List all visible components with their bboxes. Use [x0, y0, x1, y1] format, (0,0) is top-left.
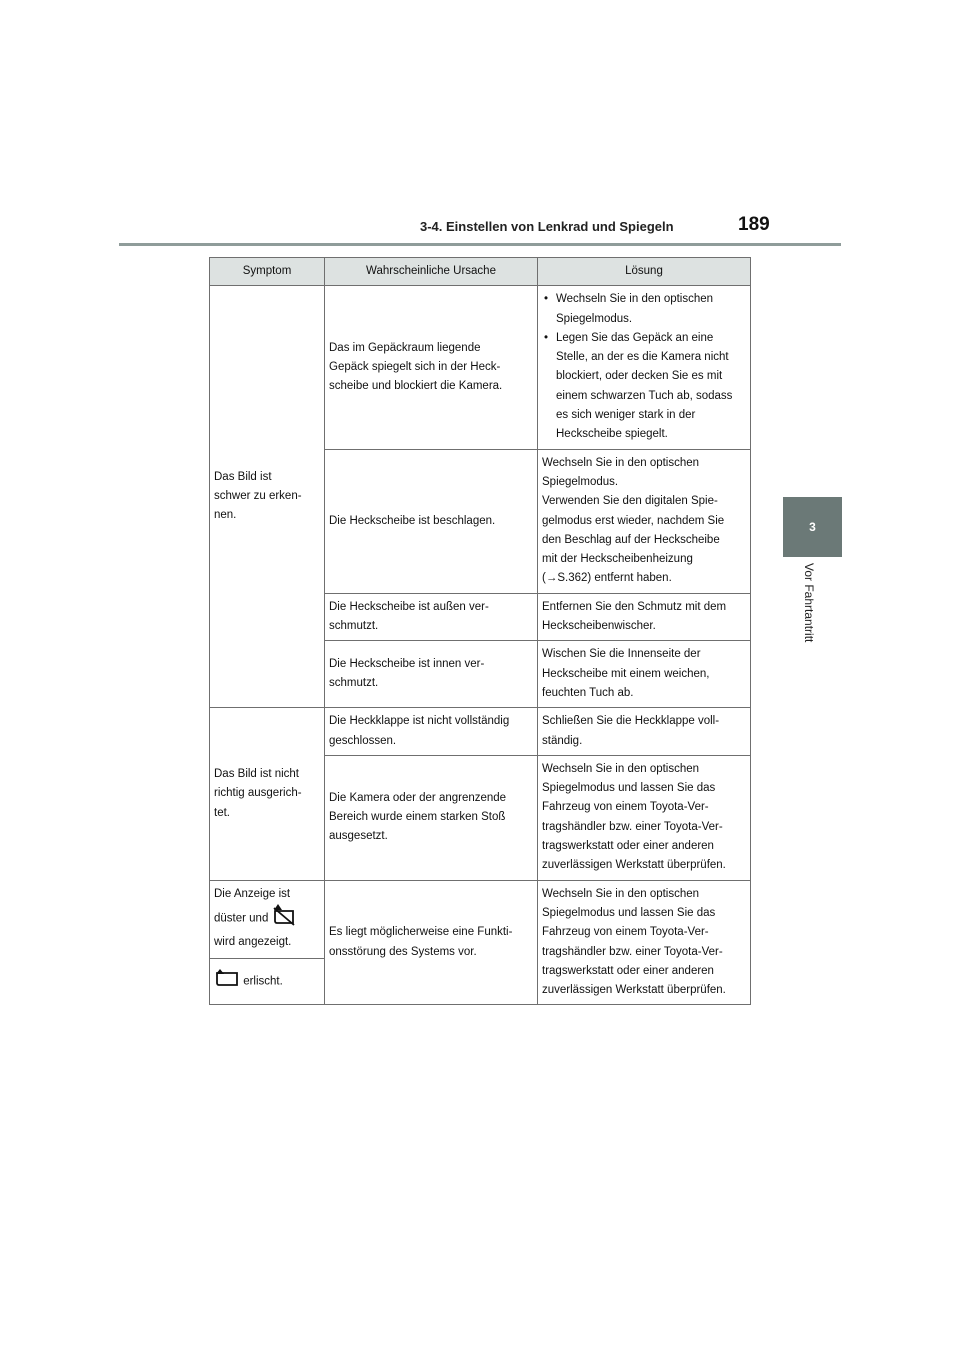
solution-line: tragshändler bzw. einer Toyota-Ver- [542, 945, 723, 958]
table-row [210, 708, 751, 756]
chapter-title: Vor Fahrtantritt [802, 563, 816, 643]
solution-bullet-list [542, 290, 746, 444]
solution-cell [538, 641, 751, 708]
solution-line: Spiegelmodus. [542, 475, 619, 488]
symptom-line: wird angezeigt. [214, 936, 292, 949]
symptom-line: Das Bild ist [214, 470, 272, 483]
section-title: 3-4. Einstellen von Lenkrad und Spiegeln [420, 219, 674, 234]
cause-line: Die Heckscheibe ist außen ver- [329, 600, 489, 613]
cause-line: Die Kamera oder der angrenzende [329, 791, 507, 804]
cause-cell [325, 641, 538, 708]
cause-line: geschlossen. [329, 734, 397, 747]
cause-line: Die Heckklappe ist nicht vollständig [329, 715, 510, 728]
solution-line: Spiegelmodus und lassen Sie das [542, 782, 716, 795]
symptom-cell [210, 880, 325, 959]
solution-bullet: • Legen Sie das Gepäck an eine Stelle, an der es die Kamera nicht blockiert, oder decken Sie es mit einem schwarzen Tuch ab, sodass es sich weniger stark in der Heckscheibe spiegelt. [542, 329, 746, 445]
solution-line: Schließen Sie die Heckklappe voll- [542, 715, 720, 728]
cause-cell [325, 708, 538, 756]
symptom-line: nen. [214, 509, 237, 522]
solution-line: Entfernen Sie den Schmutz mit dem [542, 600, 727, 613]
solution-line: Fahrzeug von einem Toyota-Ver- [542, 926, 709, 939]
symptom-line: richtig ausgerich- [214, 787, 302, 800]
solution-line: feuchten Tuch ab. [542, 686, 634, 699]
symptom-cell [210, 286, 325, 708]
solution-cell [538, 593, 751, 641]
cause-line: scheibe und blockiert die Kamera. [329, 380, 503, 393]
solution-cell [538, 755, 751, 880]
cause-line: Gepäck spiegelt sich in der Heck- [329, 360, 501, 373]
solution-line: tragswerkstatt oder einer anderen [542, 840, 714, 853]
cause-line: Bereich wurde einem starken Stoß [329, 811, 506, 824]
cause-line: schmutzt. [329, 677, 379, 690]
solution-line: (→S.362) entfernt haben. [542, 572, 672, 585]
symptom-text: düster und [214, 912, 269, 925]
solution-line: gelmodus erst wieder, nachdem Sie [542, 514, 725, 527]
cause-cell [325, 755, 538, 880]
symptom-line [214, 904, 320, 933]
table-row [210, 880, 751, 959]
solution-line: den Beschlag auf der Heckscheibe [542, 533, 720, 546]
solution-bullet: • Wechseln Sie in den optischen Spiegelmodus. [542, 290, 746, 329]
solution-cell [538, 708, 751, 756]
cause-line: Das im Gepäckraum liegende [329, 341, 481, 354]
header-divider [119, 243, 841, 246]
symptom-line: schwer zu erken- [214, 490, 302, 503]
chapter-tab[interactable] [783, 497, 842, 557]
column-header-symptom: Symptom [210, 258, 325, 286]
symptom-text: erlischt. [243, 975, 283, 988]
cause-cell [325, 880, 538, 1005]
solution-line: zuverlässigen Werkstatt überprüfen. [542, 984, 726, 997]
solution-line: Wechseln Sie in den optischen [542, 456, 700, 469]
cause-line: schmutzt. [329, 620, 379, 633]
solution-line: Verwenden Sie den digitalen Spie- [542, 495, 718, 508]
chapter-number: 3 [809, 520, 816, 534]
mirror-warning-icon [272, 904, 296, 933]
column-header-solution: Lösung [538, 258, 751, 286]
cause-line: Die Heckscheibe ist innen ver- [329, 657, 485, 670]
solution-cell [538, 449, 751, 593]
solution-line: tragswerkstatt oder einer anderen [542, 964, 714, 977]
solution-line: Wechseln Sie in den optischen [542, 887, 700, 900]
solution-line: Heckscheibenwischer. [542, 620, 656, 633]
cause-cell [325, 449, 538, 593]
cause-line: Es liegt möglicherweise eine Funkti- [329, 926, 513, 939]
symptom-line: Die Anzeige ist [214, 887, 291, 900]
solution-line: Spiegelmodus und lassen Sie das [542, 906, 716, 919]
solution-line: Wechseln Sie in den optischen [542, 762, 700, 775]
troubleshooting-table [209, 257, 751, 1005]
solution-line: ständig. [542, 734, 583, 747]
table-header-row [210, 258, 751, 286]
solution-line: Heckscheibe mit einem weichen, [542, 667, 710, 680]
page-number: 189 [738, 214, 770, 235]
solution-line: Fahrzeug von einem Toyota-Ver- [542, 801, 709, 814]
solution-cell [538, 880, 751, 1005]
table-row [210, 286, 751, 449]
column-header-cause: Wahrscheinliche Ursache [325, 258, 538, 286]
solution-line: tragshändler bzw. einer Toyota-Ver- [542, 820, 723, 833]
solution-cell [538, 286, 751, 449]
solution-line: mit der Heckscheibenheizung [542, 553, 693, 566]
cause-cell [325, 593, 538, 641]
symptom-cell [210, 708, 325, 880]
mirror-icon [214, 969, 240, 994]
symptom-line: Das Bild ist nicht [214, 767, 300, 780]
solution-line: Wischen Sie die Innenseite der [542, 648, 701, 661]
cause-line: ausgesetzt. [329, 830, 388, 843]
symptom-cell [210, 959, 325, 1005]
solution-line: zuverlässigen Werkstatt überprüfen. [542, 859, 726, 872]
cause-line: onsstörung des Systems vor. [329, 945, 477, 958]
cause-line: Die Heckscheibe ist beschlagen. [329, 514, 496, 527]
symptom-line: tet. [214, 806, 230, 819]
cause-cell [325, 286, 538, 449]
